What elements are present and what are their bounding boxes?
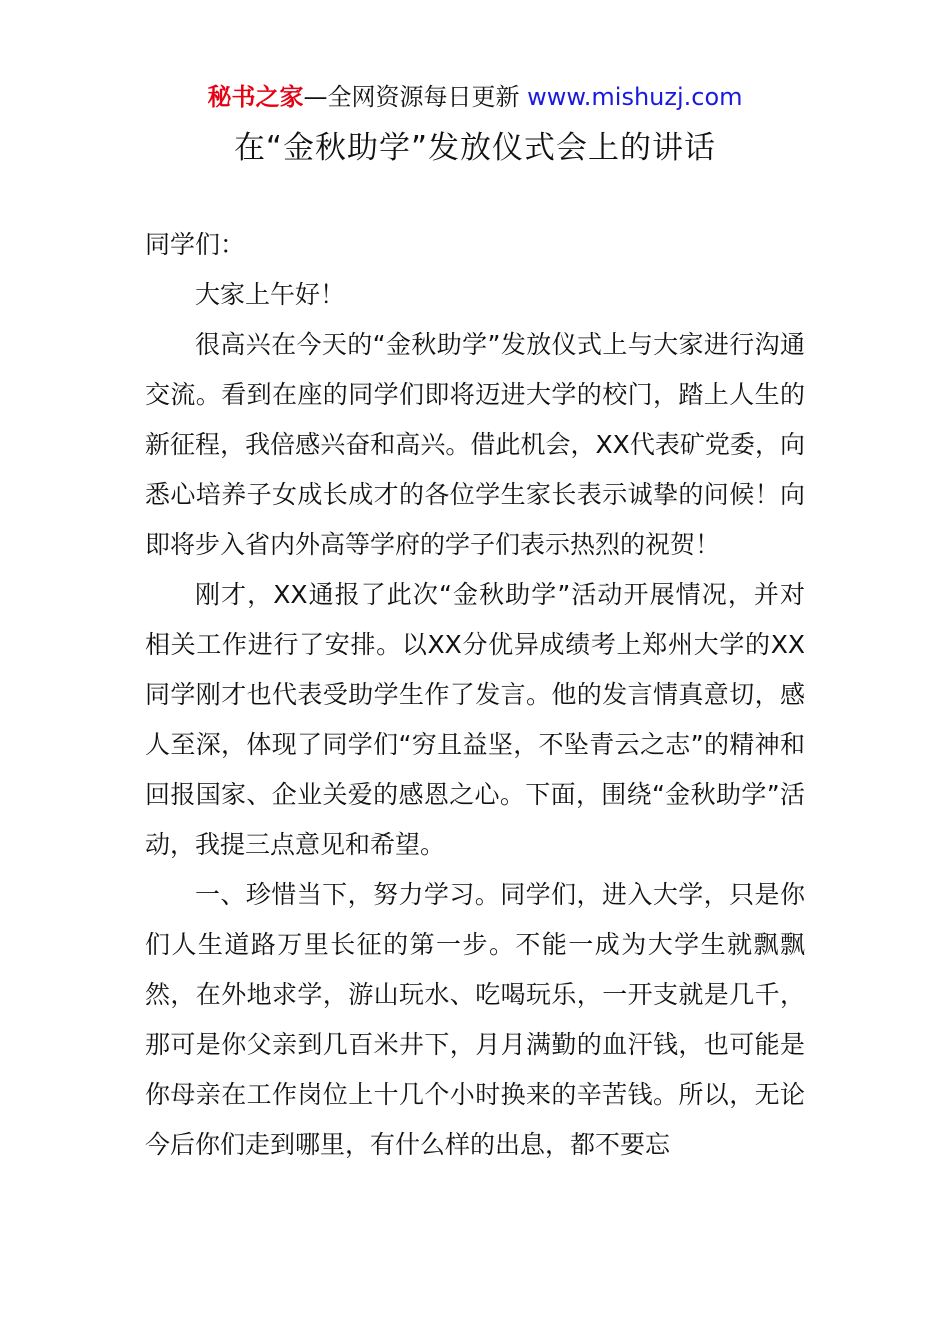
paragraph-opening: 很高兴在今天的“金秋助学”发放仪式上与大家进行沟通交流。看到在座的同学们即将迈进大学的校门，踏上人生的新征程，我倍感兴奋和高兴。借此机会，XX代表矿党委，向悉心培养子女成长成才的各位学生家长表示诚挚的问候！向即将步入省内外高等学府的学子们表示热烈的祝贺！ <box>145 330 805 559</box>
document-title: 在“金秋助学”发放仪式会上的讲话 <box>233 130 717 166</box>
brand-name: 秘书之家 <box>207 83 304 111</box>
site-url-link[interactable]: www.mishuzj.com <box>527 83 743 111</box>
header-tagline: —全网资源每日更新 <box>303 83 520 111</box>
paragraph-point-one: 一、珍惜当下，努力学习。同学们，进入大学，只是你们人生道路万里长征的第一步。不能一成为大学生就飘飘然，在外地求学，游山玩水、吃喝玩乐，一开支就是几千，那可是你父亲到几百米井下，月月满勤的血汗钱，也可能是你母亲在工作岗位上十几个小时换来的辛苦钱。所以，无论今后你们走到哪里，有什么样的出息，都不要忘 <box>145 880 805 1159</box>
salutation: 同学们： <box>145 230 246 259</box>
paragraph-greeting: 大家上午好！ <box>195 280 346 309</box>
paragraph-report: 刚才，XX通报了此次“金秋助学”活动开展情况，并对相关工作进行了安排。以XX分优异成绩考上郑州大学的XX同学刚才也代表受助学生作了发言。他的发言情真意切，感人至深，体现了同学们“穷且益坚，不坠青云之志”的精神和回报国家、企业关爱的感恩之心。下面，围绕“金秋助学”活动，我提三点意见和希望。 <box>145 580 805 859</box>
site-header <box>0 80 950 114</box>
document-body <box>145 220 805 1170</box>
